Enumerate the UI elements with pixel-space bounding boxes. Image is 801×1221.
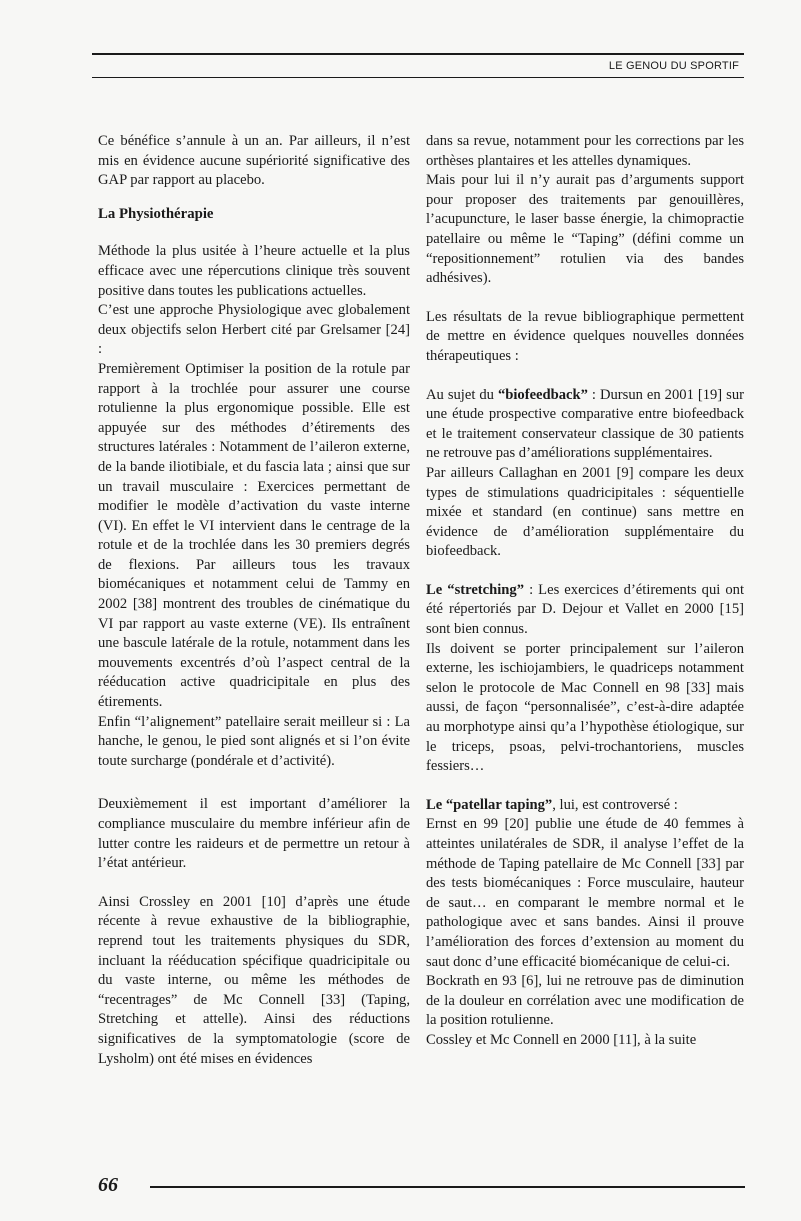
- footer-rule: [150, 1186, 745, 1188]
- paragraph: Par ailleurs Callaghan en 2001 [9] compare les deux types de stimulations quadricipitales : séquentielle mixée et standard (en continue) sans mettre en évidence de d’amélioration supplémentaire du biofeedback.: [426, 464, 744, 560]
- paragraph: Ernst en 99 [20] publie une étude de 40 femmes à atteintes unilatérales de SDR, il analyse l’effet de la méthode de Taping patellaire de Mc Connell [33] par des tests biomécaniques : Force musculaire, hauteur de saut… en comparant le membre normal et le pathologique avec et sans bandes. Ainsi il prouve l’amélioration des forces d’extension au moment du saut donc d’une efficacité biomécanique de celui-ci.: [426, 816, 744, 970]
- right-column: [426, 132, 744, 1051]
- paragraph: Mais pour lui il n’y aurait pas d’arguments support pour proposer des traitements par genouillères, l’acupuncture, le laser basse énergie, la chimopractie patellaire ou même le “Taping” (défini comme un “repositionnement” rotulien via des bandes adhésives).: [426, 172, 744, 287]
- paragraph: C’est une approche Physiologique avec globalement deux objectifs selon Herbert cité par Grelsamer [24] :: [98, 302, 410, 358]
- paragraph: Ils doivent se porter principalement sur l’aileron externe, les ischiojambiers, le quadriceps notamment selon le protocole de Mac Connell en 98 [33] mais aussi, de façon “personnalisée”, c’est-à-dire adaptée au morphotype ainsi qu’a l’hypothèse étiologique, sur le triceps, psoas, pelvi-trochantoriens, muscles fessiers…: [426, 640, 744, 775]
- page-number: 66: [98, 1174, 118, 1196]
- paragraph: Méthode la plus usitée à l’heure actuelle et la plus efficace avec une répercutions clinique très souvent positive dans toutes les publications actuelles.: [98, 243, 410, 299]
- topic-term: Le “stretching”: [426, 581, 525, 598]
- text-run: , lui, est controversé :: [552, 796, 678, 813]
- paragraph: dans sa revue, notamment pour les corrections par les orthèses plantaires et les attelles dynamiques.: [426, 133, 744, 169]
- paragraph-biofeedback: [426, 386, 744, 464]
- paragraph-stretching: [426, 581, 744, 640]
- paragraph: Ainsi Crossley en 2001 [10] d’après une étude récente à revue exhaustive de la bibliographie, reprend tout les traitements physiques du SDR, incluant la rééducation spécifique quadricipitale ou du vaste interne, ou même les méthodes de “recentrages” de Mc Connell [33] (Taping, Stretching et attelle). Ainsi des réductions significatives de la symptomatologie (score de Lysholm) ont été mises en évidences: [98, 893, 410, 1067]
- paragraph: Bockrath en 93 [6], lui ne retrouve pas de diminution de la douleur en corrélation avec une modification de la position rotulienne.: [426, 973, 744, 1029]
- text-run: : Dursun en 2001 [19] sur une étude prospective comparative entre biofeedback et le traitement conservateur classique de 30 patients ne retrouve pas d’améliorations supplémentaires.: [426, 386, 744, 462]
- header-rule-top: [92, 53, 744, 55]
- paragraph: Cossley et Mc Connell en 2000 [11], à la suite: [426, 1031, 697, 1048]
- running-head: LE GENOU DU SPORTIF: [608, 60, 739, 72]
- paragraph: Premièrement Optimiser la position de la rotule par rapport à la trochlée pour assurer une course rotulienne la plus ergonomique possible. Elle est appuyée sur des méthodes d’étirements des structures latérales : Notamment de l’aileron externe, de la bande iliotibiale, et du fascia lata ; ainsi que sur un travail musculaire : Exercices permettant de modifier le modèle d’activation du vaste interne (VI). En effet le VI intervient dans le centrage de la rotule et de la trochlée dans les 30 premiers degrés de flexions. Par ailleurs tous les travaux biomécaniques et notamment celui de Tammy en 2002 [38] montrent des troubles de cinématique du VI par rapport au vaste externe (VE). Ils entraînent une bascule latérale de la rotule, notamment dans les mouvements excentrés d’où l’aspect central de la rééducation active quadricipitale en plus des étirements.: [98, 360, 410, 711]
- paragraph-taping: [426, 796, 744, 816]
- header-rule-bottom: [92, 77, 744, 78]
- paragraph: Enfin “l’alignement” patellaire serait meilleur si : La hanche, le genou, le pied sont alignés et si l’on évite toute surcharge (pondérale et d’activité).: [98, 713, 410, 769]
- section-heading: La Physiothérapie: [98, 205, 214, 222]
- left-column: [98, 132, 410, 1069]
- text-run: Au sujet du: [426, 386, 498, 403]
- text-run: : Les exercices d’étirements qui ont été répertoriés par D. Dejour et Vallet en 2000 [15] sont bien connus.: [426, 581, 744, 638]
- paragraph: Deuxièmement il est important d’améliorer la compliance musculaire du membre inférieur afin de lutter contre les raideurs et de permettre un retour à l’état antérieur.: [98, 796, 410, 872]
- topic-term: Le “patellar taping”: [426, 796, 553, 813]
- paragraph: Ce bénéfice s’annule à un an. Par ailleurs, il n’est mis en évidence aucune supériorité significative des GAP par rapport au placebo.: [98, 133, 410, 189]
- topic-term: “biofeedback”: [497, 386, 588, 403]
- paragraph: Les résultats de la revue bibliographique permettent de mettre en évidence quelques nouvelles données thérapeutiques :: [426, 308, 744, 364]
